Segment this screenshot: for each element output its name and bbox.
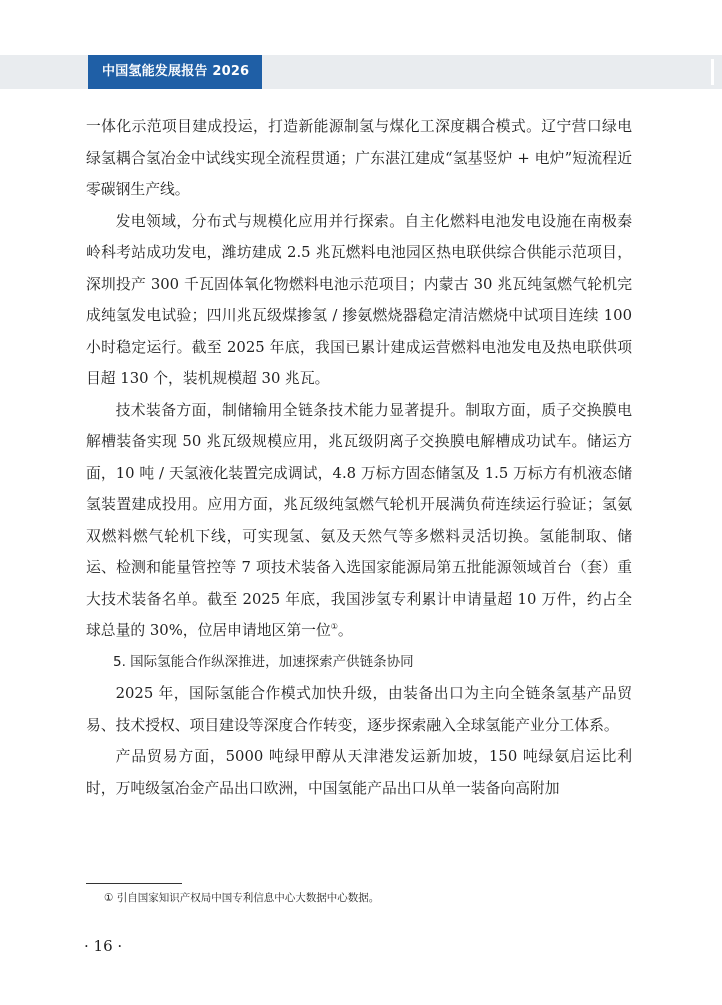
footnote-marker[interactable]: ① <box>330 622 338 632</box>
section-subheading: 5. 国际氢能合作纵深推进，加速探索产供链条协同 <box>113 653 414 670</box>
paragraph-1: 一体化示范项目建成投运，打造新能源制氢与煤化工深度耦合模式。辽宁营口绿电绿氢耦合氢冶金中试线实现全流程贯通；广东湛江建成“氢基竖炉 + 电炉”短流程近零碳钢生产线。 <box>86 118 632 198</box>
footnote: ① 引自国家知识产权局中国专利信息中心大数据中心数据。 <box>104 892 380 904</box>
paragraph-3: 技术装备方面，制储输用全链条技术能力显著提升。制取方面，质子交换膜电解槽装备实现 50 兆瓦级规模应用，兆瓦级阴离子交换膜电解槽成功试车。储运方面，10 吨 / 天氢液化装置完成调试，4.8 万标方固态储氢及 1.5 万标方有机液态储氢装置建成投用。应用方面，兆瓦级纯氢燃气轮机开展满负荷连续运行验证；氢氨双燃料燃气轮机下线，可实现氢、氨及天然气等多燃料灵活切换。氢能制取、储运、检测和能量管控等 7 项技术装备入选国家能源局第五批能源领域首台（套）重大技术装备名单。截至 2025 年底，我国涉氢专利累计申请量超 10 万件，约占全球总量的 30%，位居申请地区第一位①。 <box>86 401 632 639</box>
header-edge-mark <box>711 59 714 85</box>
paragraph-2: 发电领域，分布式与规模化应用并行探索。自主化燃料电池发电设施在南极秦岭科考站成功发电，潍坊建成 2.5 兆瓦燃料电池园区热电联供综合供能示范项目，深圳投产 300 千瓦固体氧化物燃料电池示范项目；内蒙古 30 兆瓦纯氢燃气轮机完成纯氢发电试验；四川兆瓦级煤掺氢 / 掺氨燃烧器稳定清洁燃烧中试项目连续 100 小时稳定运行。截至 2025 年底，我国已累计建成运营燃料电池发电及热电联供项目超 130 个，装机规模超 30 兆瓦。 <box>86 212 632 387</box>
paragraph-5: 产品贸易方面，5000 吨绿甲醇从天津港发运新加坡，150 吨绿氨启运比利时，万吨级氢冶金产品出口欧洲，中国氢能产品出口从单一装备向高附加 <box>86 748 632 797</box>
footnote-divider <box>86 883 182 884</box>
paragraph-3-text: 技术装备方面，制储输用全链条技术能力显著提升。制取方面，质子交换膜电解槽装备实现 50 兆瓦级规模应用，兆瓦级阴离子交换膜电解槽成功试车。储运方面，10 吨 / 天氢液化装置完成调试，4.8 万标方固态储氢及 1.5 万标方有机液态储氢装置建成投用。应用方面，兆瓦级纯氢燃气轮机开展满负荷连续运行验证；氢氨双燃料燃气轮机下线，可实现氢、氨及天然气等多燃料灵活切换。氢能制取、储运、检测和能量管控等 7 项技术装备入选国家能源局第五批能源领域首台（套）重大技术装备名单。截至 2025 年底，我国涉氢专利累计申请量超 10 万件，约占全球总量的 30%，位居申请地区第一位 <box>86 401 632 639</box>
page-number: · 16 · <box>84 937 123 955</box>
page-body <box>86 111 632 804</box>
paragraph-4: 2025 年，国际氢能合作模式加快升级，由装备出口为主向全链条氢基产品贸易、技术授权、项目建设等深度合作转变，逐步探索融入全球氢能产业分工体系。 <box>86 685 632 734</box>
report-title: 中国氢能发展报告 2026 <box>88 55 262 89</box>
